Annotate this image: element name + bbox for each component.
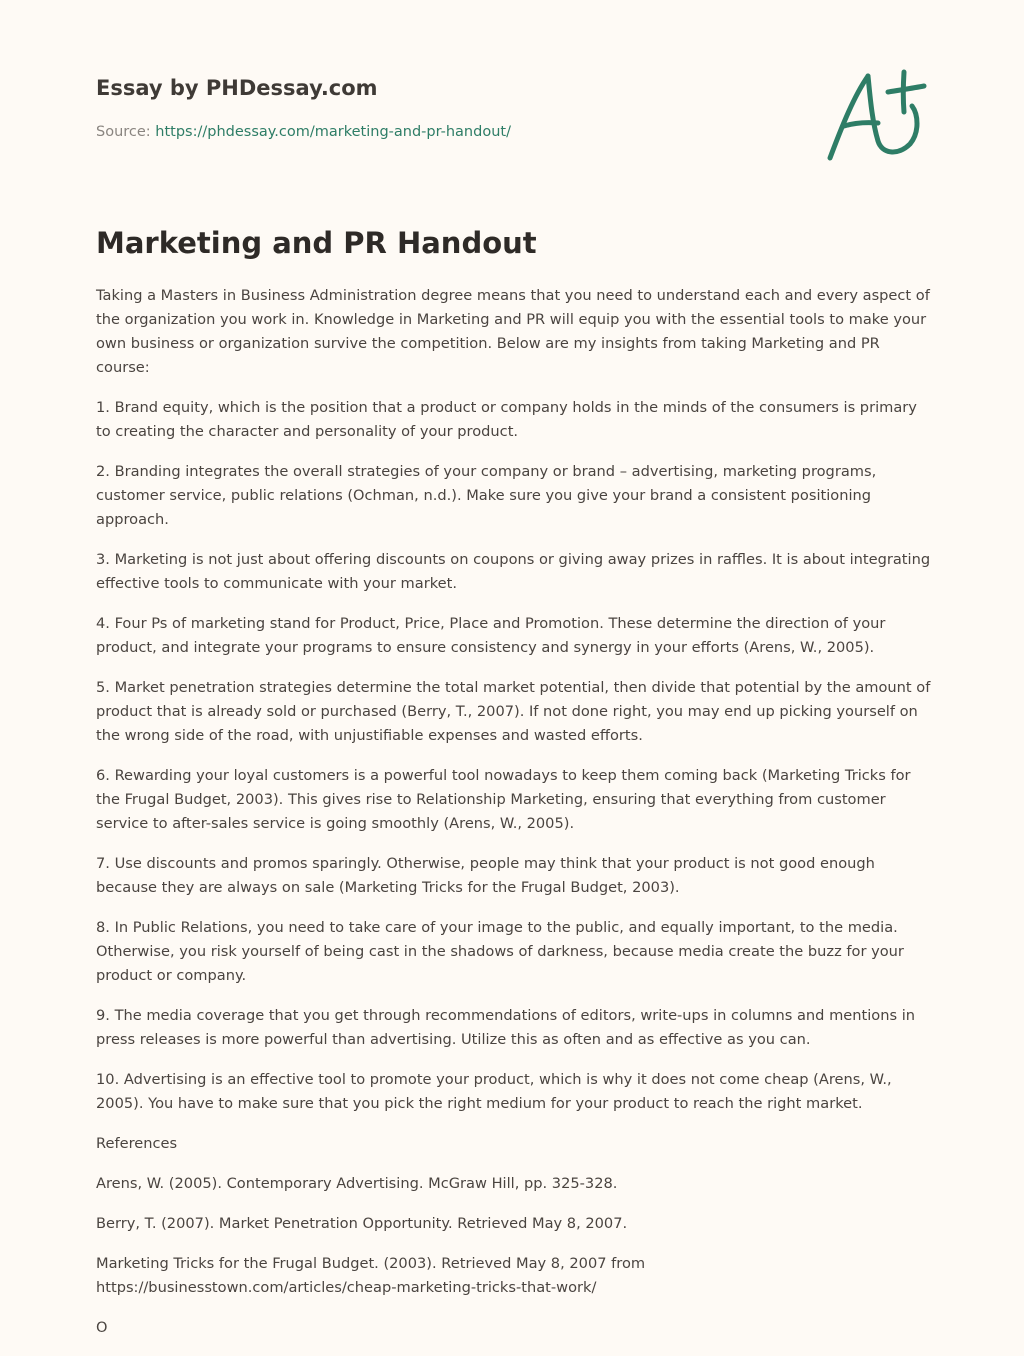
paragraph-item-9: 9. The media coverage that you get through recommendations of editors, write-ups in columns and mentions in press releases is more powerful than advertising. Utilize this as often and as effective as you can. (96, 1007, 916, 1048)
paragraph-item-4: 4. Four Ps of marketing stand for Product, Price, Place and Promotion. These determine the direction of your product, and integrate your programs to ensure consistency and synergy in your efforts (Arens, W., 2005). (96, 615, 886, 656)
references-heading: References (96, 1135, 178, 1152)
reference-arens: Arens, W. (2005). Contemporary Advertising. McGraw Hill, pp. 325-328. (96, 1175, 618, 1192)
source-label: Source: (96, 124, 156, 140)
paragraph-item-8: 8. In Public Relations, you need to take care of your image to the public, and equally important, to the media. Otherwise, you risk yourself of being cast in the shadows of darkness, because media create the buzz for your product or company. (96, 919, 904, 984)
reference-truncated: O (96, 1319, 108, 1336)
paragraph-item-3: 3. Marketing is not just about offering discounts on coupons or giving away prizes in raffles. It is about integrating effective tools to communicate with your market. (96, 551, 931, 592)
reference-berry: Berry, T. (2007). Market Penetration Opportunity. Retrieved May 8, 2007. (96, 1215, 628, 1232)
document-title: Marketing and PR Handout (96, 226, 537, 260)
paragraph-intro: Taking a Masters in Business Administration degree means that you need to understand each and every aspect of the organization you work in. Knowledge in Marketing and PR will equip you with the essential tools to make your own business or organization survive the competition. Below are my insights from taking Marketing and PR course: (96, 287, 930, 376)
source-line (96, 124, 511, 140)
site-header-title: Essay by PHDessay.com (96, 76, 378, 100)
document-body (96, 284, 936, 1356)
source-link[interactable]: https://phdessay.com/marketing-and-pr-handout/ (155, 124, 511, 140)
reference-marketing-tricks: Marketing Tricks for the Frugal Budget. (2003). Retrieved May 8, 2007 from https://businesstown.com/articles/cheap-marketing-tricks-that-work/ (96, 1255, 646, 1296)
paragraph-item-10: 10. Advertising is an effective tool to promote your product, which is why it does not come cheap (Arens, W., 2005). You have to make sure that you pick the right medium for your product to reach the right market. (96, 1071, 892, 1112)
paragraph-item-1: 1. Brand equity, which is the position that a product or company holds in the minds of the consumers is primary to creating the character and personality of your product. (96, 399, 917, 440)
paragraph-item-7: 7. Use discounts and promos sparingly. Otherwise, people may think that your product is not good enough because they are always on sale (Marketing Tricks for the Frugal Budget, 2003). (96, 855, 875, 896)
paragraph-item-2: 2. Branding integrates the overall strategies of your company or brand – advertising, marketing programs, customer service, public relations (Ochman, n.d.). Make sure you give your brand a consistent positioning approach. (96, 463, 877, 528)
a-plus-logo-icon (820, 66, 928, 166)
paragraph-item-6: 6. Rewarding your loyal customers is a powerful tool nowadays to keep them coming back (Marketing Tricks for the Frugal Budget, 2003). This gives rise to Relationship Marketing, ensuring that everything from customer service to after-sales service is going smoothly (Arens, W., 2005). (96, 767, 911, 832)
paragraph-item-5: 5. Market penetration strategies determine the total market potential, then divide that potential by the amount of product that is already sold or purchased (Berry, T., 2007). If not done right, you may end up picking yourself on the wrong side of the road, with unjustifiable expenses and wasted efforts. (96, 679, 931, 744)
